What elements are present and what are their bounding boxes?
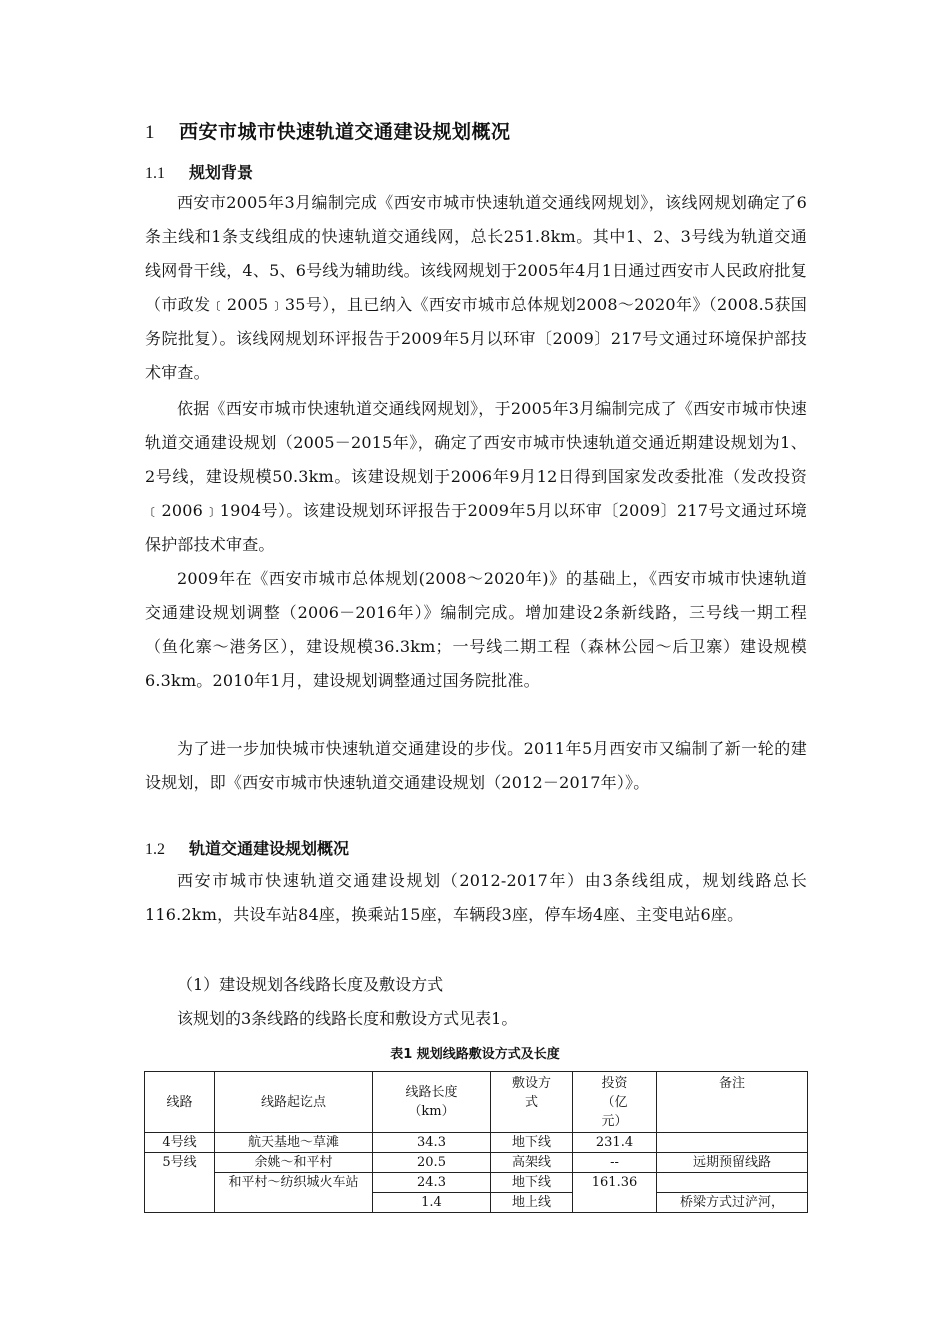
table-header-row: [145, 1072, 808, 1133]
cell-method: 地上线: [491, 1193, 573, 1213]
header-line: 线路: [145, 1072, 215, 1133]
cell-investment: 161.36: [573, 1173, 657, 1213]
heading-1: [145, 117, 511, 144]
header-remarks: 备注: [657, 1072, 808, 1133]
sub-item-heading: （1）建设规划各线路长度及敷设方式: [177, 975, 444, 994]
table-row: [145, 1173, 808, 1193]
cell-method: 地下线: [491, 1173, 573, 1193]
cell-line: 5号线: [145, 1153, 215, 1213]
table-caption: 表1 规划线路敷设方式及长度: [390, 1047, 560, 1062]
cell-remarks: 远期预留线路: [657, 1153, 808, 1173]
cell-line: 4号线: [145, 1133, 215, 1153]
cell-start-end: 航天基地～草滩: [215, 1133, 373, 1153]
header-length: 线路长度（km）: [373, 1072, 491, 1133]
cell-length: 20.5: [373, 1153, 491, 1173]
paragraph: 西安市城市快速轨道交通建设规划（2012-2017年）由3条线组成，规划线路总长116.2km，共设车站84座，换乘站15座，车辆段3座，停车场4座、主变电站6座。: [145, 871, 807, 924]
header-investment: 投资（亿元）: [573, 1072, 657, 1133]
cell-start-end: 余姚～和平村: [215, 1153, 373, 1173]
cell-remarks: [657, 1173, 808, 1193]
route-table: [144, 1071, 808, 1213]
heading-1-number: 1: [145, 122, 155, 143]
header-start-end: 线路起讫点: [215, 1072, 373, 1133]
section-1-1-title: 规划背景: [189, 163, 254, 182]
heading-1-title: 西安市城市快速轨道交通建设规划概况: [179, 121, 511, 143]
cell-length: 34.3: [373, 1133, 491, 1153]
paragraph: 西安市2005年3月编制完成《西安市城市快速轨道交通线网规划》，该线网规划确定了6条主线和1条支线组成的快速轨道交通线网，总长251.8km。其中1、2、3号线为轨道交通线网骨干线，4、5、6号线为辅助线。该线网规划于2005年4月1日通过西安市人民政府批复（市政发﹝2005﹞35号），且已纳入《西安市城市总体规划2008～2020年》（2008.5获国务院批复）。该线网规划环评报告于2009年5月以环审〔2009〕217号文通过环境保护部技术审查。: [145, 193, 807, 382]
section-1-2-title: 轨道交通建设规划概况: [189, 839, 350, 858]
paragraph: 2009年在《西安市城市总体规划(2008～2020年)》的基础上，《西安市城市快速轨道交通建设规划调整（2006－2016年）》编制完成。增加建设2条新线路，三号线一期工程（鱼化寨～港务区），建设规模36.3km；一号线二期工程（森林公园～后卫寨）建设规模6.3km。2010年1月，建设规划调整通过国务院批准。: [145, 569, 807, 690]
cell-investment: --: [573, 1153, 657, 1173]
section-1-1-heading: [145, 160, 253, 183]
cell-remarks: [657, 1133, 808, 1153]
cell-method: 高架线: [491, 1153, 573, 1173]
table-intro-text: 该规划的3条线路的线路长度和敷设方式见表1。: [177, 1009, 518, 1028]
paragraph: 为了进一步加快城市快速轨道交通建设的步伐。2011年5月西安市又编制了新一轮的建设规划，即《西安市城市快速轨道交通建设规划（2012－2017年）》。: [145, 739, 807, 792]
table-row: [145, 1133, 808, 1153]
paragraph: 依据《西安市城市快速轨道交通线网规划》，于2005年3月编制完成了《西安市城市快速轨道交通建设规划（2005－2015年》，确定了西安市城市快速轨道交通近期建设规划为1、2号线，建设规模50.3km。该建设规划于2006年9月12日得到国家发改委批准（发改投资﹝2006﹞1904号）。该建设规划环评报告于2009年5月以环审〔2009〕217号文通过环境保护部技术审查。: [145, 399, 807, 554]
cell-remarks: 桥梁方式过浐河，: [657, 1193, 808, 1213]
section-1-1-number: 1.1: [145, 165, 165, 182]
section-1-2-heading: [145, 836, 349, 859]
cell-investment: 231.4: [573, 1133, 657, 1153]
cell-length: 1.4: [373, 1193, 491, 1213]
cell-start-end: 和平村～纺织城火车站: [215, 1173, 373, 1213]
cell-method: 地下线: [491, 1133, 573, 1153]
table-row: [145, 1153, 808, 1173]
header-method: 敷设方式: [491, 1072, 573, 1133]
section-1-2-number: 1.2: [145, 841, 165, 858]
cell-length: 24.3: [373, 1173, 491, 1193]
